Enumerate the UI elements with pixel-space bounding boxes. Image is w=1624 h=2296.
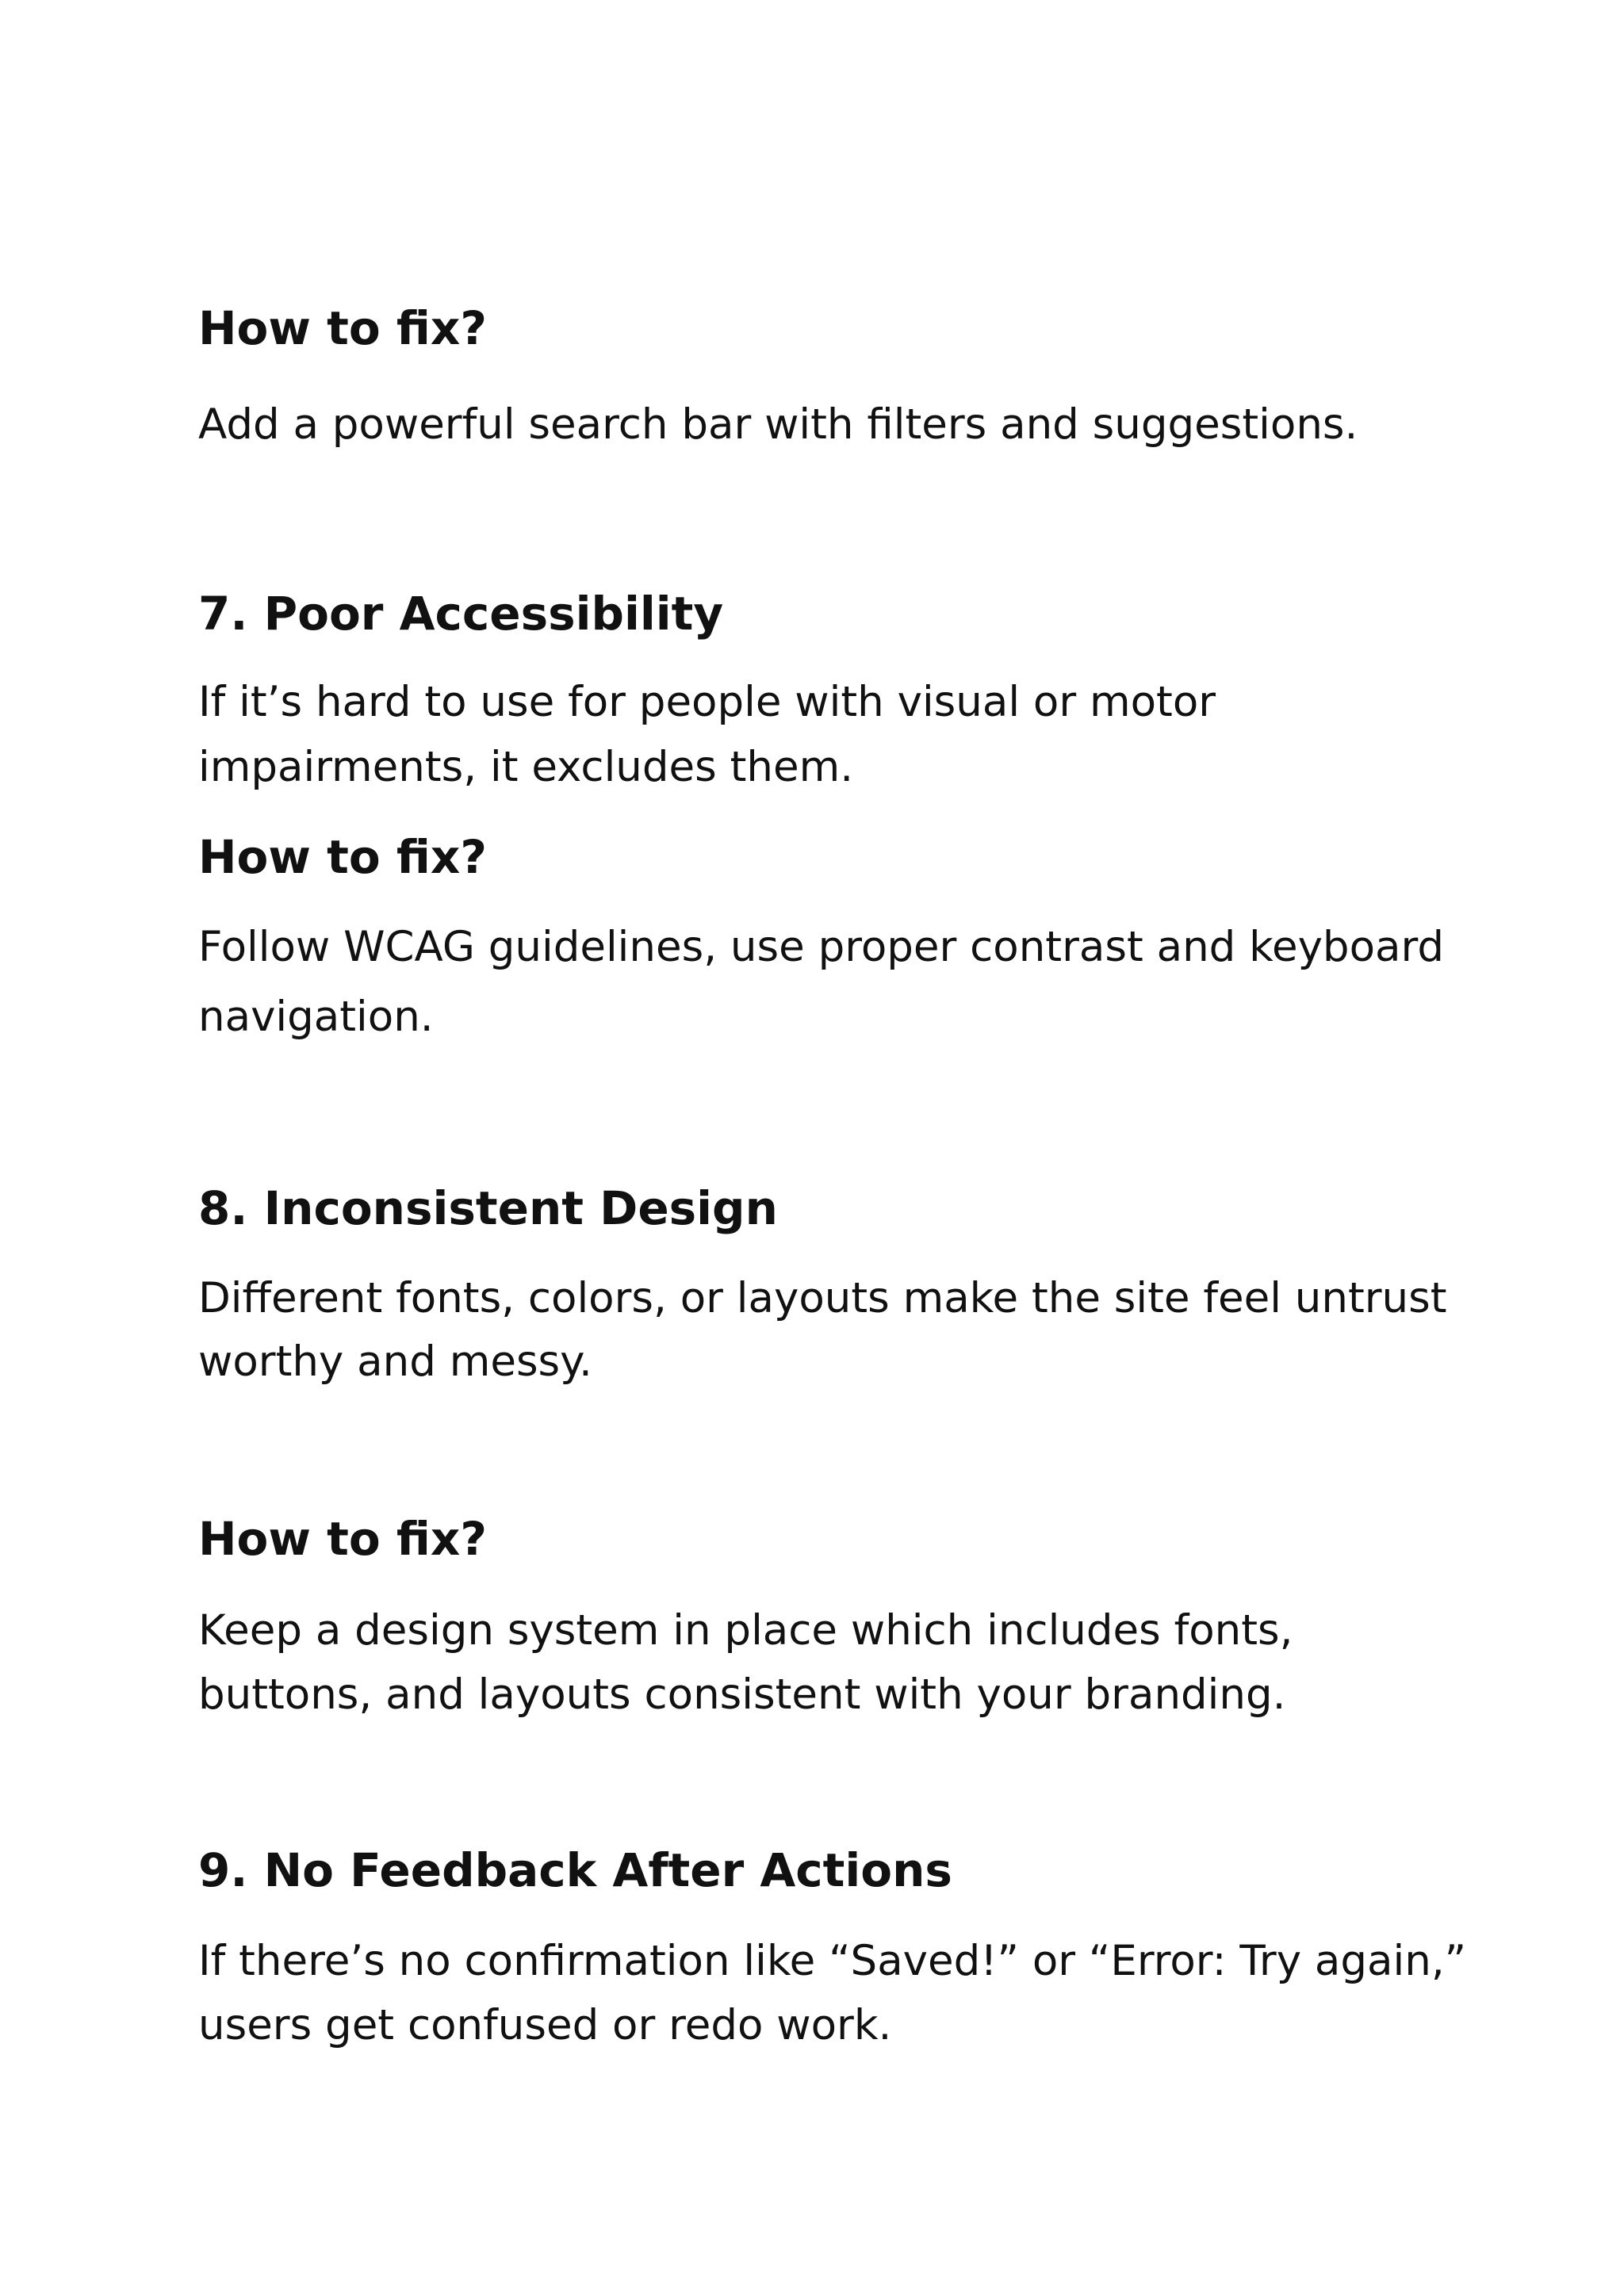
section-body-line: Different fonts, colors, or layouts make the site feel untrust bbox=[198, 1274, 1447, 1322]
section-heading-how-to-fix: How to fix? bbox=[198, 1512, 487, 1566]
section-body-line: Follow WCAG guidelines, use proper contrast and keyboard bbox=[198, 923, 1444, 971]
section-body-line: users get confused or redo work. bbox=[198, 2001, 892, 2049]
section-heading-how-to-fix: How to fix? bbox=[198, 301, 487, 355]
section-body-line: Keep a design system in place which includes fonts, bbox=[198, 1606, 1293, 1655]
section-body-line: worthy and messy. bbox=[198, 1337, 592, 1386]
section-heading-inconsistent-design: 8. Inconsistent Design bbox=[198, 1181, 778, 1235]
section-heading-no-feedback-after-actions: 9. No Feedback After Actions bbox=[198, 1843, 952, 1897]
section-body-line: If it’s hard to use for people with visual or motor bbox=[198, 678, 1216, 726]
section-body-line: If there’s no confirmation like “Saved!” or “Error: Try again,” bbox=[198, 1937, 1467, 1985]
section-heading-poor-accessibility: 7. Poor Accessibility bbox=[198, 587, 724, 641]
section-heading-how-to-fix: How to fix? bbox=[198, 830, 487, 884]
section-body-line: Add a powerful search bar with filters and suggestions. bbox=[198, 400, 1358, 449]
section-body-line: impairments, it excludes them. bbox=[198, 743, 854, 791]
section-body-line: navigation. bbox=[198, 993, 434, 1041]
section-body-line: buttons, and layouts consistent with your branding. bbox=[198, 1670, 1286, 1719]
